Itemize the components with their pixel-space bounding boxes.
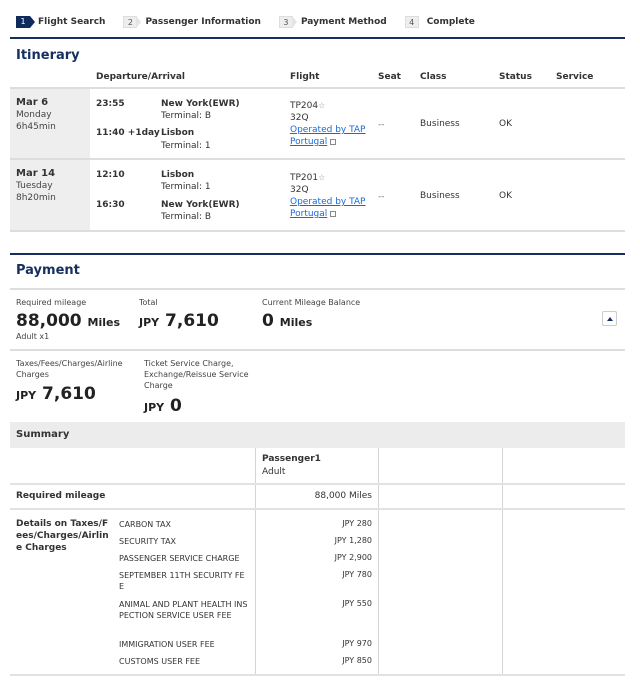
fee-amount: JPY 780 (342, 570, 372, 579)
fee-name: CUSTOMS USER FEE (119, 657, 201, 666)
star-alliance-icon: ☆ (318, 173, 326, 182)
section-divider (10, 288, 625, 290)
step-label: Payment Method (300, 17, 387, 27)
section-divider (10, 253, 625, 255)
passenger-count: Adult x1 (16, 332, 50, 341)
mileage-balance-value: 0 Miles (262, 311, 313, 331)
total-label: Total (139, 298, 158, 307)
passenger-name: Passenger1 (262, 454, 321, 464)
date-cell (10, 160, 90, 232)
arrival-city: New York(EWR) (161, 200, 240, 210)
mileage-balance-label: Current Mileage Balance (262, 298, 361, 307)
section-divider (10, 349, 625, 351)
fee-name: IMMIGRATION USER FEE (119, 640, 215, 649)
row-divider (10, 483, 625, 485)
flight-duration: 6h45min (16, 122, 56, 132)
departure-city: Lisbon (161, 170, 195, 180)
fee-amount: JPY 2,900 (334, 553, 372, 562)
fee-name: CARBON TAX (119, 520, 172, 529)
row-divider (10, 508, 625, 510)
operated-by-link[interactable]: Portugal (290, 209, 328, 219)
header-status: Status (499, 72, 532, 82)
fee-name: PASSENGER SERVICE CHARGE (119, 554, 240, 563)
summary-required-mileage-label: Required mileage (16, 491, 106, 501)
fee-amount: JPY 970 (342, 639, 372, 648)
step-number: 1 (16, 16, 30, 28)
step-label: Passenger Information (145, 17, 261, 27)
step-complete (405, 16, 475, 28)
step-number: 2 (123, 16, 137, 28)
section-divider (10, 37, 625, 39)
departure-city: New York(EWR) (161, 99, 240, 109)
payment-title: Payment (16, 263, 80, 278)
header-departure-arrival: Departure/Arrival (96, 72, 186, 82)
aircraft-code: 32Q (290, 113, 309, 123)
ticket-service-label: Ticket Service Charge, Exchange/Reissue Service Charge (144, 359, 249, 390)
fee-amount: JPY 280 (342, 519, 372, 528)
flight-duration: 8h20min (16, 193, 56, 203)
arrival-city: Lisbon (161, 128, 195, 138)
arrival-time: 11:40 +1day (96, 128, 160, 138)
progress-steps (16, 16, 493, 28)
star-alliance-icon: ☆ (318, 101, 326, 110)
header-class: Class (420, 72, 447, 82)
class-value: Business (420, 119, 460, 129)
itinerary-row (10, 87, 625, 158)
required-mileage-label: Required mileage (16, 298, 87, 307)
step-passenger-information (123, 16, 261, 28)
step-flight-search (16, 16, 105, 28)
total-value: JPY 7,610 (139, 311, 219, 331)
header-seat: Seat (378, 72, 401, 82)
summary-required-mileage-value: 88,000 Miles (314, 491, 372, 501)
row-divider (10, 674, 625, 676)
fee-name: ANIMAL AND PLANT HEALTH INSPECTION SERVICE USER FEE (119, 600, 248, 620)
header-service: Service (556, 72, 594, 82)
fee-amount: JPY 850 (342, 656, 372, 665)
header-flight: Flight (290, 72, 320, 82)
operated-by-link[interactable]: Operated by TAP (290, 125, 366, 135)
fee-amount: JPY 550 (342, 599, 372, 608)
row-divider (10, 230, 625, 232)
taxes-value: JPY 7,610 (16, 384, 96, 404)
flight-date: Mar 14 (16, 168, 56, 179)
itinerary-title: Itinerary (16, 48, 80, 63)
step-number: 3 (279, 16, 293, 28)
arrival-terminal: Terminal: B (161, 212, 212, 222)
operated-by-link[interactable]: Operated by TAP (290, 197, 366, 207)
seat-value: -- (378, 192, 385, 202)
status-value: OK (499, 119, 512, 129)
required-mileage-value: 88,000 Miles (16, 311, 121, 331)
departure-time: 12:10 (96, 170, 125, 180)
flight-weekday: Tuesday (16, 181, 53, 191)
passenger-type: Adult (262, 467, 286, 477)
departure-terminal: Terminal: B (161, 111, 212, 121)
flight-weekday: Monday (16, 110, 52, 120)
summary-header: Summary (10, 422, 625, 448)
fee-amount: JPY 1,280 (334, 536, 372, 545)
flight-date: Mar 6 (16, 97, 49, 108)
fee-name: SEPTEMBER 11TH SECURITY FEE (119, 571, 245, 591)
aircraft-code: 32Q (290, 185, 309, 195)
departure-terminal: Terminal: 1 (161, 182, 211, 192)
external-link-icon (330, 211, 336, 217)
arrival-terminal: Terminal: 1 (161, 141, 211, 151)
itinerary-row (10, 158, 625, 232)
taxes-label: Taxes/Fees/Charges/Airline Charges (16, 359, 123, 379)
seat-value: -- (378, 120, 385, 130)
ticket-service-value: JPY 0 (144, 396, 182, 416)
departure-time: 23:55 (96, 99, 125, 109)
collapse-toggle-button[interactable] (602, 311, 617, 326)
arrival-time: 16:30 (96, 200, 125, 210)
class-value: Business (420, 191, 460, 201)
status-value: OK (499, 191, 512, 201)
operated-by-link[interactable]: Portugal (290, 137, 328, 147)
fee-name: SECURITY TAX (119, 537, 177, 546)
external-link-icon (330, 139, 336, 145)
step-number: 4 (405, 16, 419, 28)
step-label: Flight Search (38, 17, 106, 27)
step-label: Complete (426, 17, 475, 27)
flight-number: TP201 (290, 173, 319, 183)
step-payment-method (279, 16, 387, 28)
flight-number: TP204 (290, 101, 319, 111)
details-taxes-label: Details on Taxes/F ees/Charges/Airlin e Charges (16, 519, 109, 553)
date-cell (10, 89, 90, 158)
